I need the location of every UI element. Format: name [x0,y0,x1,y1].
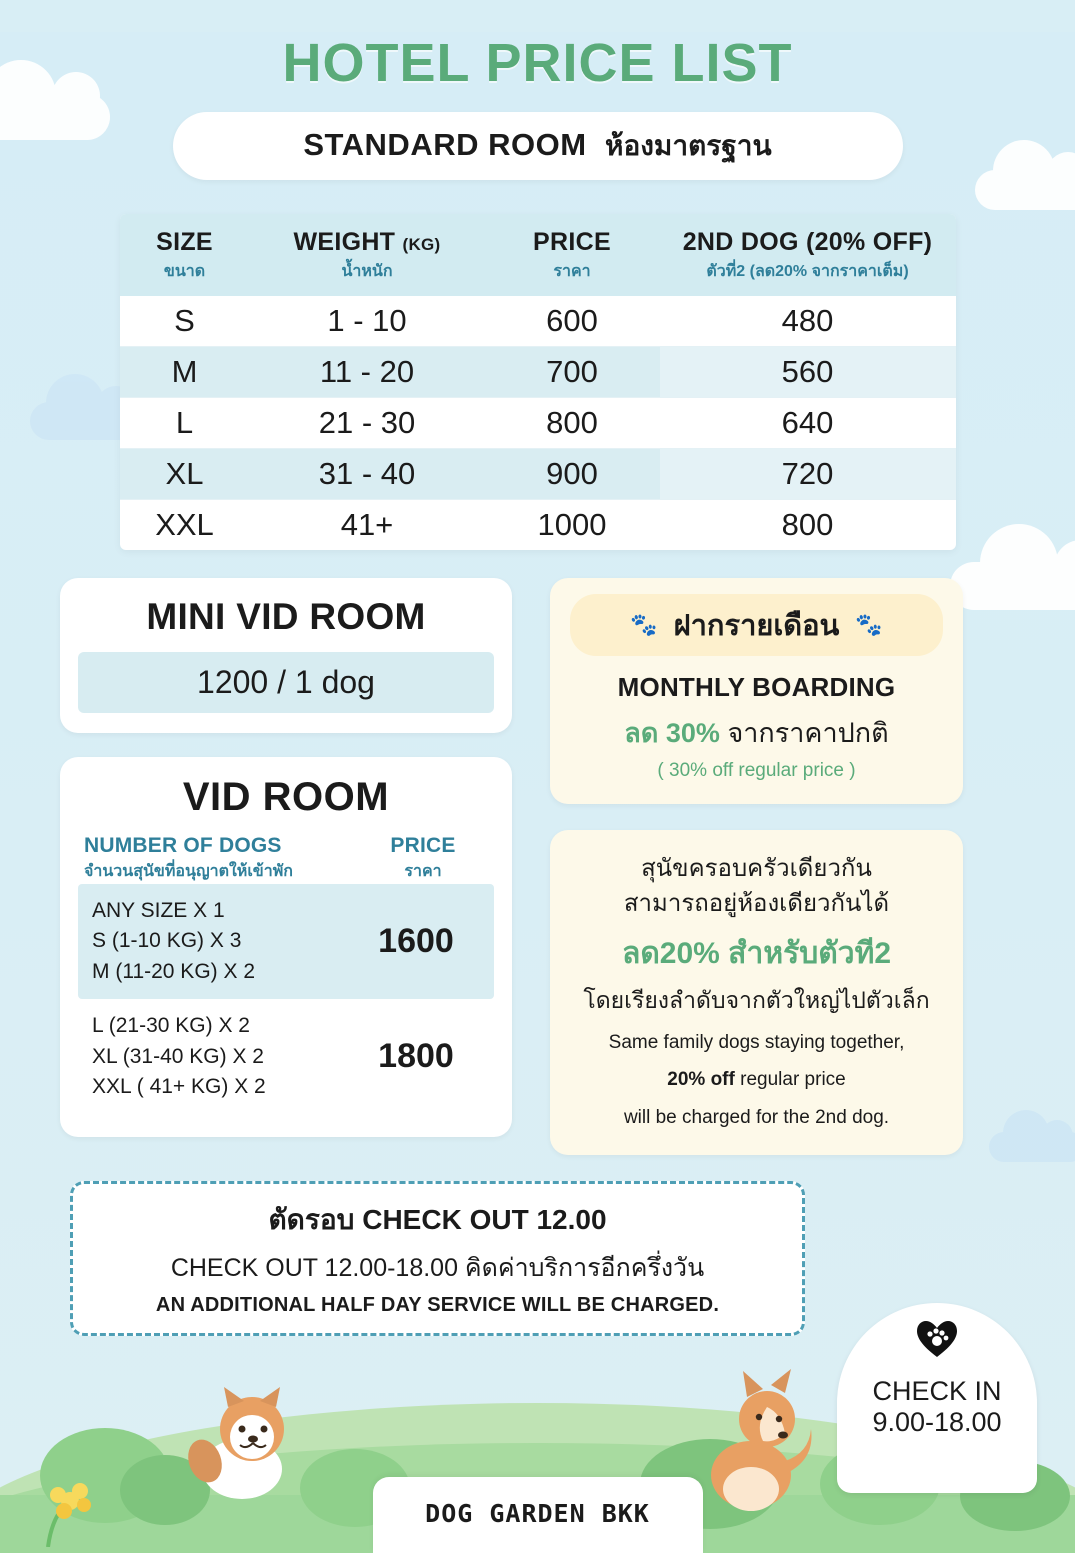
column-header-second-dog [660,214,956,296]
column-header-weight [250,214,485,296]
monthly-note-en: ( 30% off regular price ) [657,760,856,781]
table-row [120,500,956,551]
column-header-price-th: ราคา [553,263,591,280]
cell-size: XL [120,449,250,500]
flower-illustration [28,1477,118,1547]
vid-room-head-th: จำนวนสุนัขที่อนุญาตให้เข้าพัก [84,863,293,880]
vid-room-head-en: NUMBER OF DOGS [84,834,282,857]
cell-price: 1000 [537,507,607,542]
vid-room-card [60,757,512,1137]
cell-size: L [120,398,250,449]
vid-room-row-line: L (21-30 KG) X 2 [92,1014,250,1038]
column-header-price-en: PRICE [533,228,611,256]
column-header-second-dog-th: ตัวที่2 (ลด20% จากราคาเต็ม) [706,263,909,280]
vid-room-row-line: XXL ( 41+ KG) X 2 [92,1075,266,1099]
cell-weight: 21 - 30 [250,398,485,449]
cell-second: 720 [660,449,956,500]
paw-icon: 🐾 [630,612,658,637]
vid-room-row-line: ANY SIZE X 1 [92,899,225,922]
paw-icon: 🐾 [855,612,883,637]
column-header-size [120,214,250,296]
family-en-2 [568,1066,945,1094]
subtitle-th: ห้องมาตรฐาน [604,130,772,161]
vid-room-row-line: XL (31-40 KG) X 2 [92,1044,264,1068]
cell-second: 480 [660,296,956,347]
family-en-3: will be charged for the 2nd dog. [623,1106,890,1128]
cell-size: M [120,347,250,398]
monthly-discount-value: ลด 30% [624,718,720,748]
check-in-badge [837,1303,1037,1493]
monthly-discount-rest: จากราคาปกติ [727,718,889,748]
cell-weight: 31 - 40 [250,449,485,500]
table-row [120,296,956,347]
monthly-discount-th [570,711,943,754]
subtitle-pill [173,112,903,180]
checkout-notice-box [70,1181,805,1336]
monthly-boarding-card [550,578,963,804]
family-dogs-card [550,830,963,1155]
family-en-2-rest: regular price [734,1069,846,1091]
vid-room-row-lines [92,1011,346,1102]
cell-size: S [120,296,250,347]
family-line-3: โดยเรียงลำดับจากตัวใหญ่ไปตัวเล็ก [583,986,930,1013]
cell-price: 700 [485,347,660,398]
cell-price: 900 [485,449,660,500]
cell-weight: 1 - 10 [250,296,485,347]
cell-second: 640 [660,398,956,449]
table-row [120,449,956,500]
monthly-pill [570,594,943,656]
vid-room-row [78,884,494,999]
cell-price: 600 [485,296,660,347]
brand-name: DOG GARDEN BKK [425,1499,650,1528]
vid-room-row-line: M (11-20 KG) X 2 [92,959,255,983]
cell-weight: 11 - 20 [250,347,485,398]
mini-vid-room-title: MINI VID ROOM [146,596,426,637]
family-line-2: สามารถอยู่ห้องเดียวกันได้ [623,889,890,917]
column-header-size-th: ขนาด [163,263,206,280]
brand-logo [373,1477,703,1553]
mini-vid-room-price: 1200 / 1 dog [78,652,494,713]
column-header-price [485,214,660,296]
cell-second: 560 [660,347,956,398]
heart-paw-icon [837,1319,1037,1366]
column-header-size-en: SIZE [156,228,213,256]
standard-room-price-table [120,214,956,550]
dog-illustration-right [695,1363,825,1513]
check-in-hours: 9.00-18.00 [872,1407,1002,1437]
vid-room-row-price: 1600 [378,922,454,961]
table-header-row [120,214,956,296]
cell-price: 800 [485,398,660,449]
check-in-label: CHECK IN [872,1376,1002,1406]
column-header-second-dog-en: 2ND DOG (20% OFF) [682,228,933,256]
vid-room-row-price: 1800 [378,1037,454,1076]
column-header-weight-th: น้ำหนัก [341,263,393,280]
vid-room-price-en: PRICE [390,834,456,857]
monthly-pill-title-th: ฝากรายเดือน [673,610,840,642]
family-en-2-bold: 20% off [667,1069,735,1091]
vid-room-price-th: ราคา [404,863,442,880]
cell-second: 800 [781,507,834,542]
checkout-line-2: CHECK OUT 12.00-18.00 คิดค่าบริการอีกครึ่งวัน [170,1254,705,1283]
family-line-1: สุนัขครอบครัวเดียวกัน [641,855,872,882]
table-row [120,398,956,449]
vid-room-row-line: S (1-10 KG) X 3 [92,929,242,953]
vid-room-title: VID ROOM [182,775,390,819]
family-highlight: ลด20% สำหรับตัวที2 [621,936,892,970]
page-title: HOTEL PRICE LIST [282,33,793,93]
vid-room-row [78,999,494,1114]
family-en-1: Same family dogs staying together, [608,1031,905,1053]
cell-size: XXL [155,507,214,542]
dog-illustration-left [180,1381,310,1501]
checkout-line-3: AN ADDITIONAL HALF DAY SERVICE WILL BE CHARGED. [155,1294,720,1317]
vid-room-row-lines [92,896,346,987]
subtitle-en: STANDARD ROOM [303,127,587,162]
monthly-title-en: MONTHLY BOARDING [617,672,896,702]
vid-room-header [78,834,494,884]
column-header-weight-en: WEIGHT (KG) [293,228,441,256]
mini-vid-room-card [60,578,512,733]
cell-weight: 41+ [340,507,394,542]
table-row [120,347,956,398]
checkout-line-1: ตัดรอบ CHECK OUT 12.00 [268,1204,607,1236]
